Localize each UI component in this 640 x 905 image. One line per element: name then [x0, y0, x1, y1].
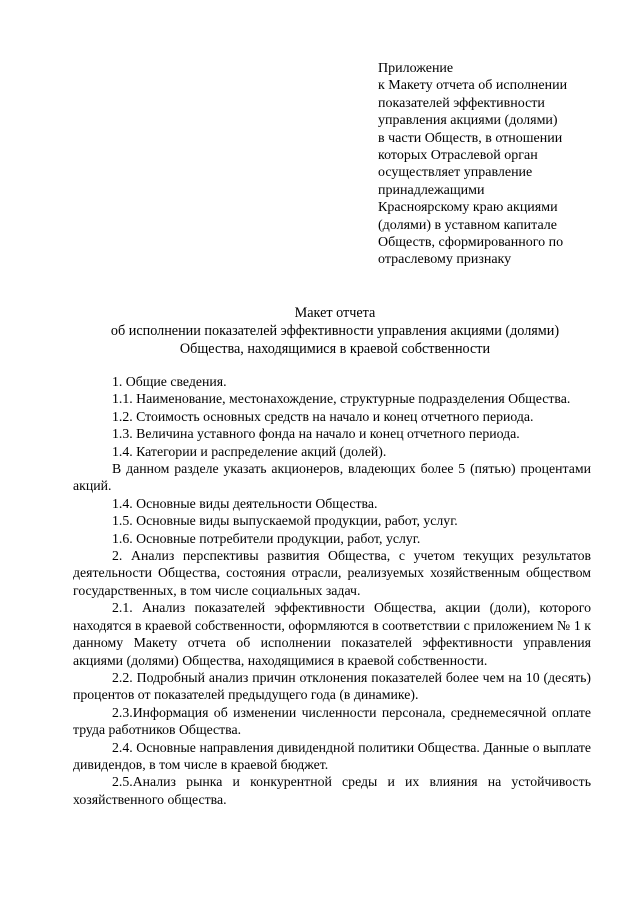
paragraph: 1.1. Наименование, местонахождение, структурные подразделения Общества. [112, 391, 571, 407]
title-line-1: Макет отчета [294, 305, 376, 321]
appendix-line: показателей эффективности [378, 95, 545, 111]
paragraph: 2.5.Анализ рынка и конкурентной среды и их влияния на устойчивость хозяйственного общества. [73, 774, 591, 807]
paragraph: 2.4. Основные направления дивидендной политики Общества. Данные о выплате дивидендов, в том числе в краевой бюджет. [73, 739, 591, 772]
appendix-line: Приложение [378, 61, 454, 76]
appendix-line: управления акциями (долями) [378, 113, 558, 129]
paragraph: 1.3. Величина уставного фонда на начало и конец отчетного периода. [112, 426, 520, 442]
paragraph: 1.6. Основные потребители продукции, работ, услуг. [112, 530, 421, 546]
paragraph: 1.4. Основные виды деятельности Общества. [112, 495, 378, 511]
paragraph: 2.1. Анализ показателей эффективности Общества, акции (доли), которого находятся в краевой собственности, оформляются в соответствии с приложением № 1 к данному Макету отчета об исполнении показателей эффективности управления акциями (долями) Общества, находящимися в краевой собственности. [73, 600, 591, 668]
appendix-line: осуществляет управление [378, 165, 533, 181]
paragraph: 1.4. Категории и распределение акций (долей). [112, 443, 387, 459]
paragraph: 1. Общие сведения. [112, 374, 227, 389]
appendix-line: отраслевому признаку [378, 252, 512, 268]
appendix-line: в части Обществ, в отношении [378, 130, 563, 146]
document-body [73, 373, 591, 808]
paragraph: 2. Анализ перспективы развития Общества, с учетом текущих результатов деятельности Общества, состояния отрасли, реализуемых хозяйственным обществом государственных, в том числе социальных задач. [73, 548, 591, 598]
appendix-note [378, 60, 608, 269]
paragraph: 1.2. Стоимость основных средств на начало и конец отчетного периода. [112, 408, 534, 424]
document-title [70, 304, 600, 358]
paragraph: 2.2. Подробный анализ причин отклонения показателей более чем на 10 (десять) процентов от показателей предыдущего года (в динамике). [73, 669, 591, 703]
paragraph: В данном разделе указать акционеров, владеющих более 5 (пятью) процентами акций. [73, 461, 591, 494]
appendix-line: которых Отраслевой орган [378, 148, 538, 164]
appendix-line: принадлежащими [378, 182, 485, 198]
title-line-2: об исполнении показателей эффективности управления акциями (долями) [110, 323, 560, 339]
paragraph: 2.3.Информация об изменении численности персонала, среднемесячной оплате труда работников Общества. [73, 704, 591, 738]
appendix-line: Красноярскому краю акциями [378, 200, 558, 216]
paragraph: 1.5. Основные виды выпускаемой продукции, работ, услуг. [112, 513, 458, 529]
title-line-3: Общества, находящимися в краевой собственности [179, 341, 491, 357]
appendix-line: Обществ, сформированного по [378, 235, 564, 251]
appendix-line: (долями) в уставном капитале [378, 217, 557, 233]
appendix-line: к Макету отчета об исполнении [378, 78, 568, 94]
